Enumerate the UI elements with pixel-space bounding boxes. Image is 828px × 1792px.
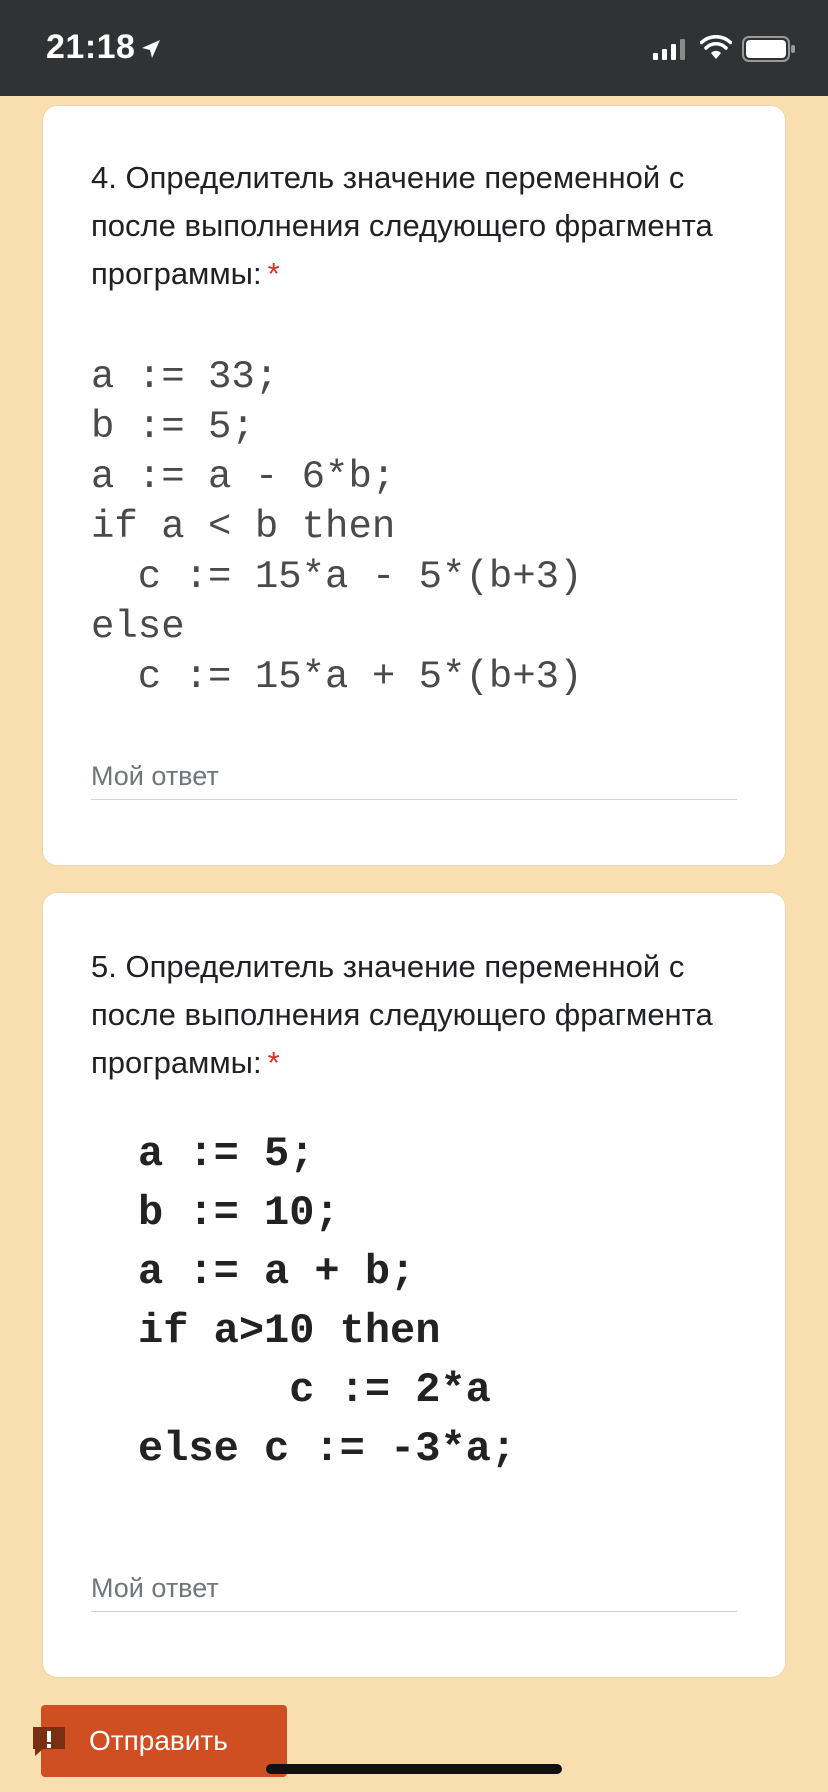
question-title: [91, 154, 751, 298]
code-snippet-image: a := 33; b := 5; a := a - 6*b; if a < b then c := 15*a - 5*(b+3) else c := 15*a + 5*(b+3): [91, 355, 583, 699]
error-icon: [29, 1723, 69, 1759]
question-text: 4. Определитель значение переменной с после выполнения следующего фрагмента программы:: [91, 160, 713, 291]
signal-icon: [652, 38, 686, 60]
battery-icon: [742, 36, 796, 62]
question-card-5: [43, 893, 785, 1677]
submit-button[interactable]: [41, 1705, 287, 1777]
question-text: 5. Определитель значение переменной с после выполнения следующего фрагмента программы:: [91, 949, 713, 1080]
status-bar: [0, 0, 828, 96]
code-snippet-image: a := 5; b := 10; a := a + b; if a>10 then c := 2*a else c := -3*a;: [138, 1130, 517, 1473]
location-arrow-icon: [140, 38, 162, 60]
answer-input[interactable]: [91, 1565, 737, 1612]
home-indicator[interactable]: [266, 1764, 562, 1774]
answer-input[interactable]: [91, 753, 737, 800]
submit-label: Отправить: [89, 1725, 228, 1756]
required-asterisk: *: [267, 1045, 280, 1080]
question-title: [91, 943, 751, 1087]
question-card-4: [43, 106, 785, 865]
required-asterisk: *: [267, 256, 280, 291]
status-time: 21:18: [46, 28, 136, 66]
wifi-icon: [700, 35, 732, 61]
